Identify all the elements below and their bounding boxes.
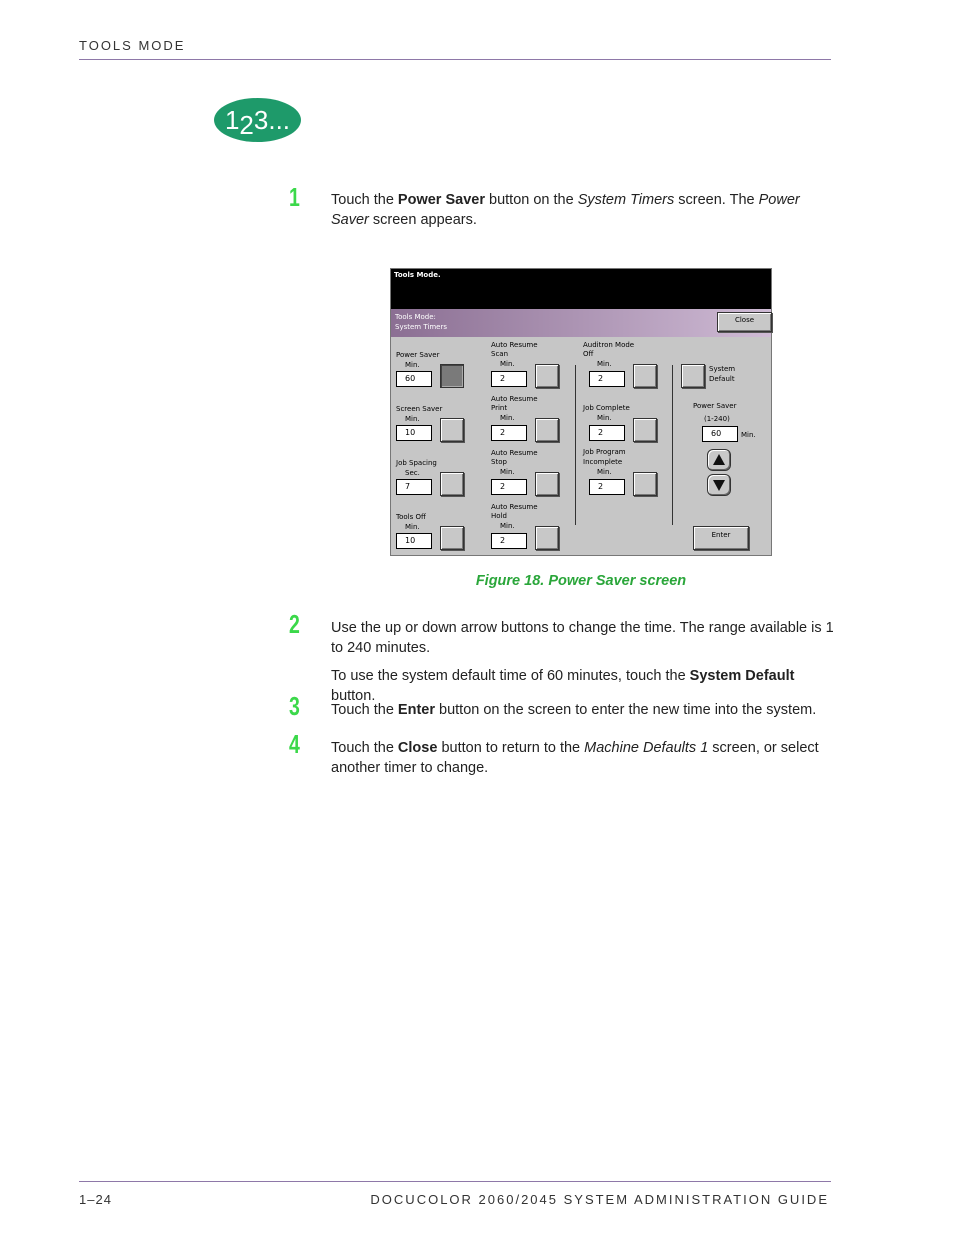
label: Default bbox=[709, 375, 735, 383]
job-spacing-value: 7 bbox=[396, 479, 432, 495]
label: Auto Resume bbox=[491, 449, 538, 457]
label: Min. bbox=[597, 360, 612, 368]
enter-button[interactable]: Enter bbox=[693, 526, 749, 550]
label: Min. bbox=[500, 522, 515, 530]
page-number: 1–24 bbox=[79, 1192, 112, 1207]
step-2-note: To use the system default time of 60 minutes, touch the System Default button. bbox=[331, 668, 795, 704]
label: Job Complete bbox=[583, 404, 630, 412]
auto-resume-stop-value: 2 bbox=[491, 479, 527, 495]
label: Auditron Mode bbox=[583, 341, 635, 349]
label: Screen Saver bbox=[396, 405, 443, 413]
label: Auto Resume bbox=[491, 503, 538, 511]
auto-resume-scan-button[interactable] bbox=[535, 364, 559, 388]
auto-resume-stop-button[interactable] bbox=[535, 472, 559, 496]
label: Min. bbox=[741, 431, 756, 439]
label: Hold bbox=[491, 512, 507, 520]
screen-saver-button[interactable] bbox=[440, 418, 464, 442]
header-rule bbox=[79, 59, 831, 60]
power-saver-time-value: 60 bbox=[702, 426, 738, 442]
label: Min. bbox=[500, 468, 515, 476]
job-complete-value: 2 bbox=[589, 425, 625, 441]
label: Incomplete bbox=[583, 458, 623, 466]
step-2-text: Use the up or down arrow buttons to change the time. The range available is 1 to 240 minutes. bbox=[331, 620, 834, 656]
label: System bbox=[709, 365, 736, 373]
step-number: 4 bbox=[289, 729, 300, 759]
auto-resume-hold-value: 2 bbox=[491, 533, 527, 549]
step-4-text: Touch the Close button to return to the Machine Defaults 1 screen, or select another timer to change. bbox=[331, 740, 819, 776]
job-program-incomplete-value: 2 bbox=[589, 479, 625, 495]
label: Job Program bbox=[583, 448, 626, 456]
job-complete-button[interactable] bbox=[633, 418, 657, 442]
job-program-incomplete-button[interactable] bbox=[633, 472, 657, 496]
auto-resume-print-button[interactable] bbox=[535, 418, 559, 442]
label: Print bbox=[491, 404, 508, 412]
label: Off bbox=[583, 350, 594, 358]
step-number: 2 bbox=[289, 609, 300, 639]
running-header: TOOLS MODE bbox=[79, 38, 186, 53]
auditron-mode-off-value: 2 bbox=[589, 371, 625, 387]
step-number: 3 bbox=[289, 691, 300, 721]
label: Scan bbox=[491, 350, 509, 358]
label: (1-240) bbox=[704, 415, 730, 423]
screen-title-bar: Tools Mode. bbox=[391, 269, 771, 309]
tools-off-value: 10 bbox=[396, 533, 432, 549]
divider bbox=[672, 365, 673, 525]
close-button[interactable]: Close bbox=[717, 312, 772, 332]
label: Min. bbox=[500, 414, 515, 422]
label: Min. bbox=[597, 468, 612, 476]
label: Min. bbox=[500, 360, 515, 368]
running-footer: DOCUCOLOR 2060/2045 SYSTEM ADMINISTRATION GUIDE bbox=[370, 1192, 829, 1207]
job-spacing-button[interactable] bbox=[440, 472, 464, 496]
system-default-button[interactable] bbox=[681, 364, 705, 388]
label: Auto Resume bbox=[491, 341, 538, 349]
step-1-text: Touch the Power Saver button on the System Timers screen. The Power Saver screen appears. bbox=[331, 192, 800, 228]
arrow-down-icon[interactable] bbox=[707, 474, 731, 496]
power-saver-value: 60 bbox=[396, 371, 432, 387]
power-saver-screen bbox=[390, 268, 772, 556]
step-number: 1 bbox=[289, 182, 300, 212]
label: Min. bbox=[405, 523, 420, 531]
auto-resume-print-value: 2 bbox=[491, 425, 527, 441]
label: Auto Resume bbox=[491, 395, 538, 403]
footer-rule bbox=[79, 1181, 831, 1182]
label: Power Saver bbox=[693, 402, 737, 410]
tools-off-button[interactable] bbox=[440, 526, 464, 550]
power-saver-button[interactable] bbox=[440, 364, 464, 388]
auditron-mode-off-button[interactable] bbox=[633, 364, 657, 388]
label: Job Spacing bbox=[396, 459, 437, 467]
label: Tools Off bbox=[396, 513, 426, 521]
step-3-text: Touch the Enter button on the screen to enter the new time into the system. bbox=[331, 702, 817, 718]
auto-resume-hold-button[interactable] bbox=[535, 526, 559, 550]
screen-mode-band: Tools Mode: System Timers bbox=[391, 309, 771, 337]
label: Min. bbox=[405, 361, 420, 369]
label: Sec. bbox=[405, 469, 420, 477]
steps-badge-icon: 123... bbox=[214, 98, 301, 142]
figure-caption: Figure 18. Power Saver screen bbox=[475, 573, 687, 589]
label: Power Saver bbox=[396, 351, 440, 359]
auto-resume-scan-value: 2 bbox=[491, 371, 527, 387]
label: Stop bbox=[491, 458, 507, 466]
divider bbox=[575, 365, 576, 525]
arrow-up-icon[interactable] bbox=[707, 449, 731, 471]
label: Min. bbox=[405, 415, 420, 423]
screen-saver-value: 10 bbox=[396, 425, 432, 441]
label: Min. bbox=[597, 414, 612, 422]
